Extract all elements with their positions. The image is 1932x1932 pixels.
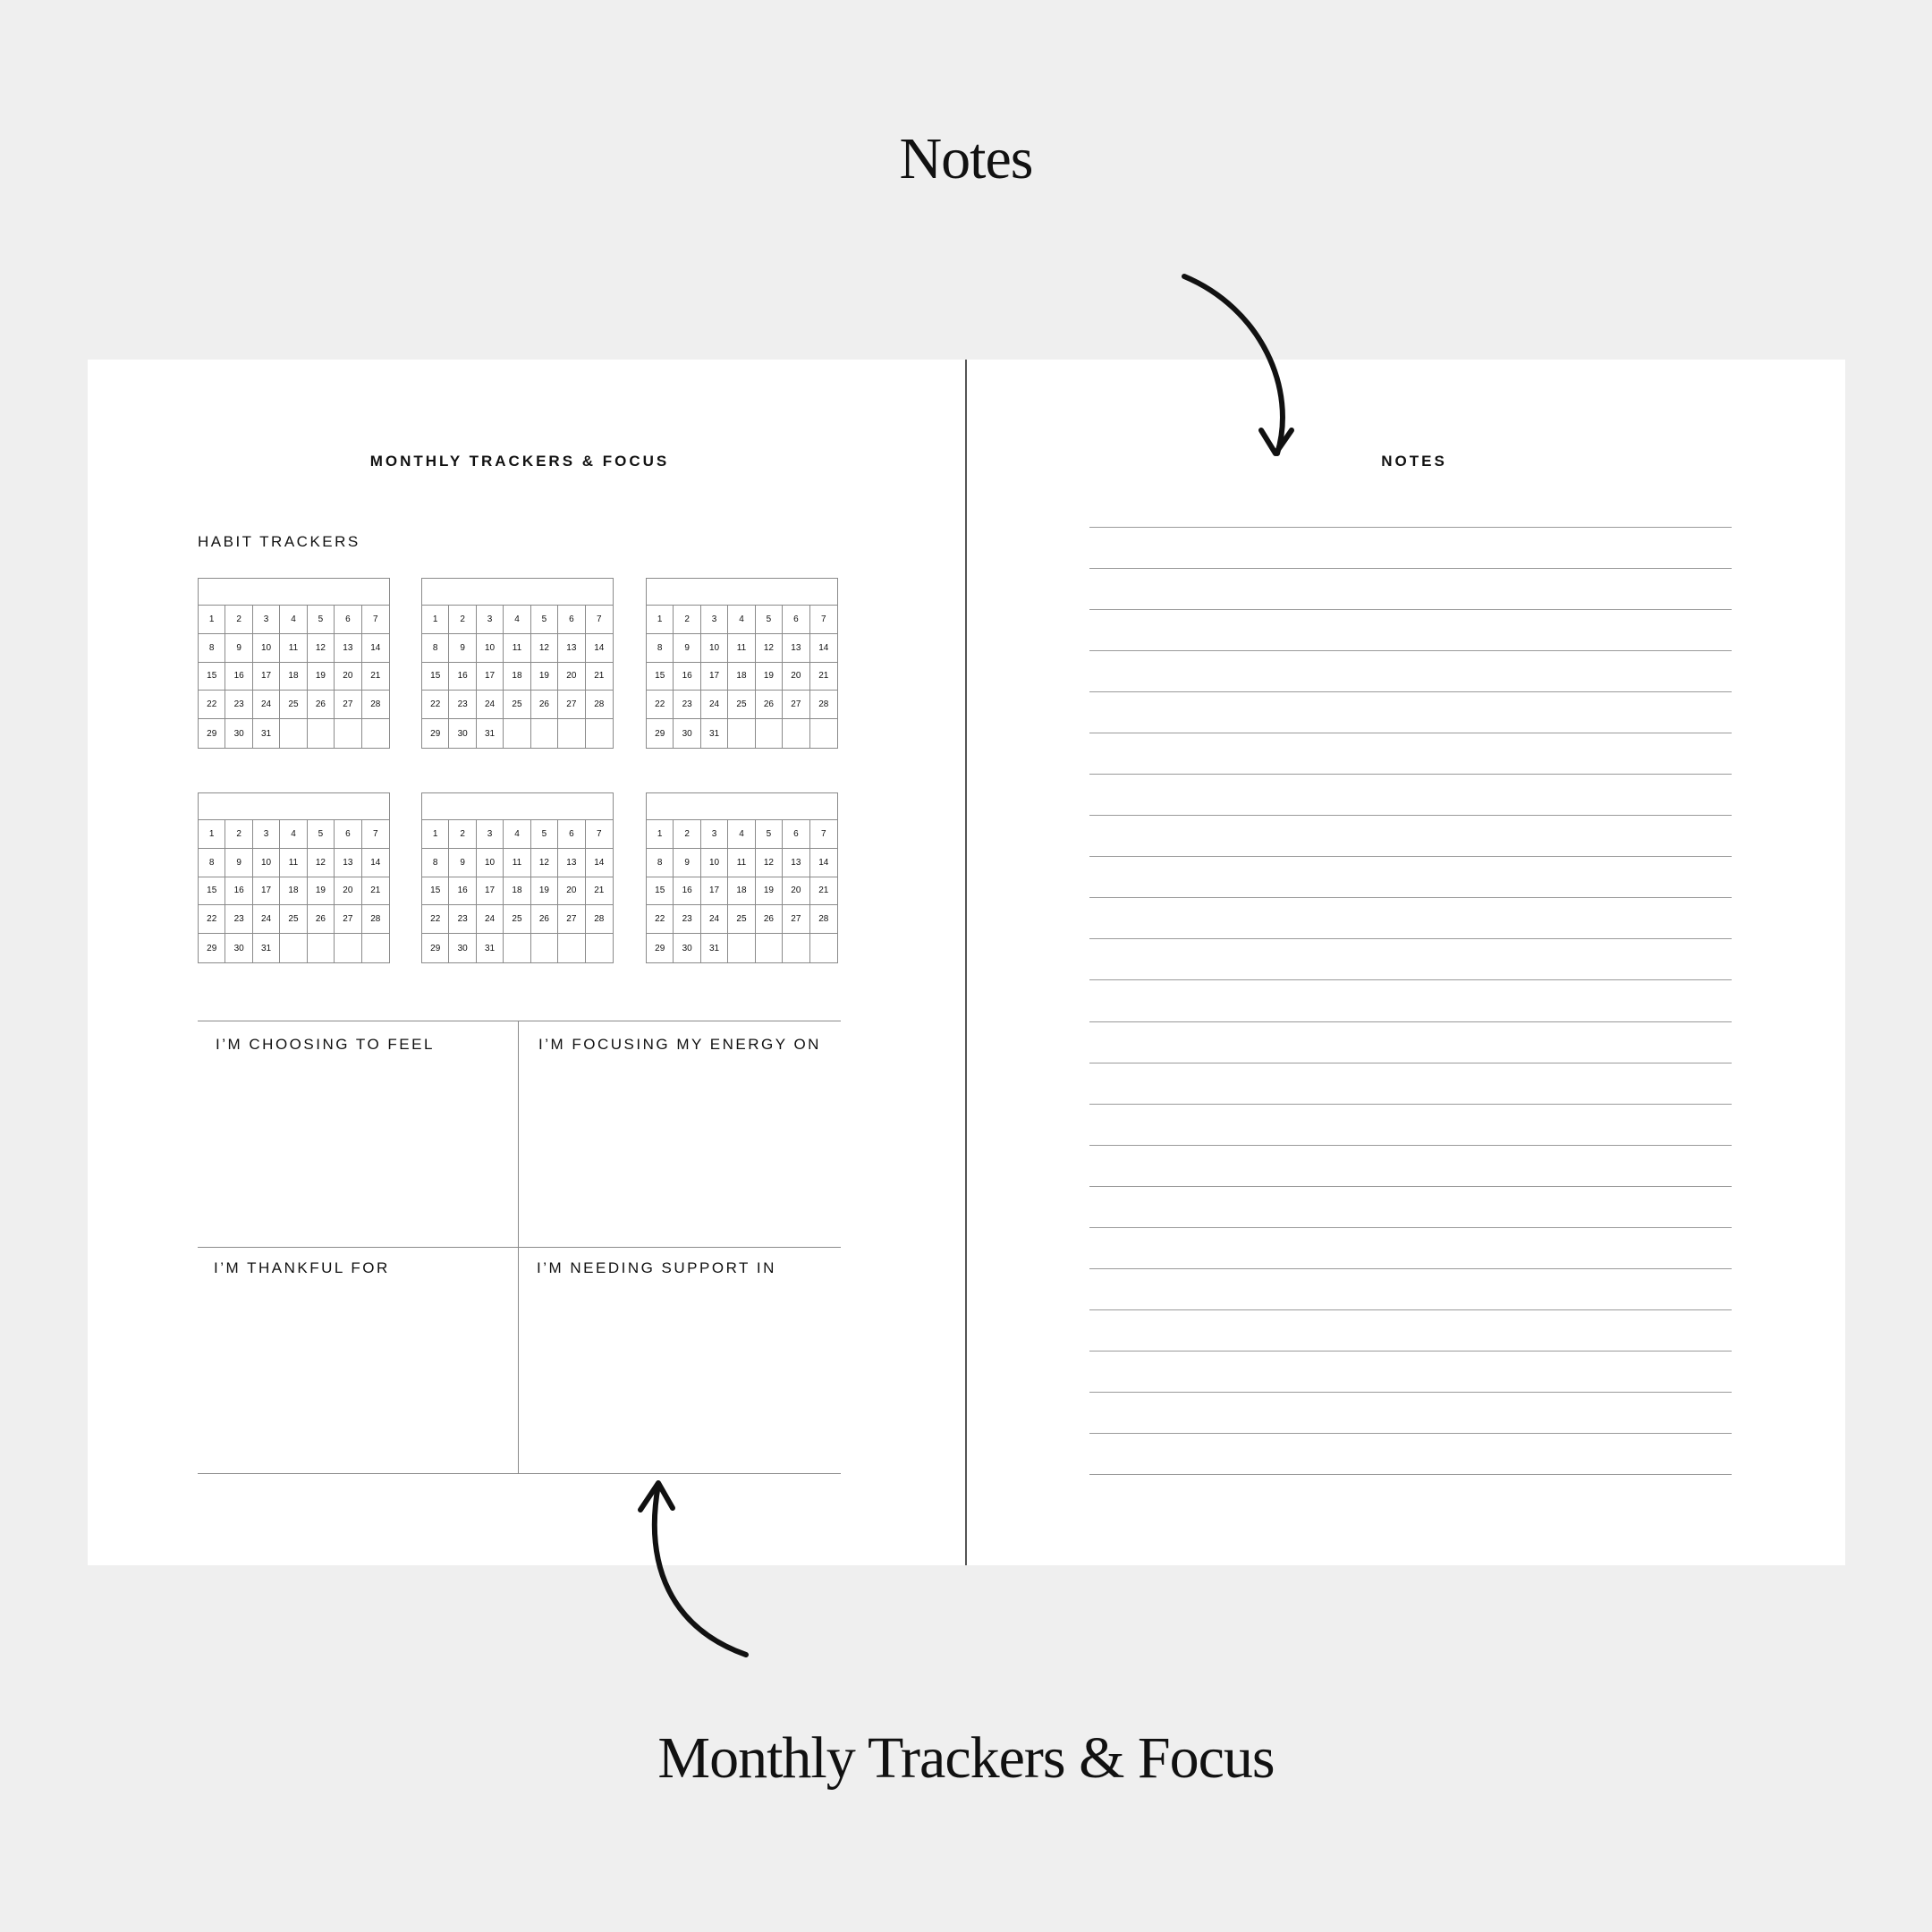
tracker-day-cell[interactable]: 29 xyxy=(422,934,449,962)
tracker-day-cell[interactable]: 17 xyxy=(477,877,504,906)
tracker-day-cell[interactable]: 28 xyxy=(586,905,613,934)
tracker-day-cell[interactable]: 11 xyxy=(504,634,530,663)
tracker-day-cell[interactable] xyxy=(586,719,613,748)
tracker-day-cell[interactable]: 13 xyxy=(558,849,585,877)
tracker-day-cell[interactable]: 24 xyxy=(701,905,728,934)
tracker-day-cell[interactable] xyxy=(558,719,585,748)
tracker-day-cell[interactable]: 11 xyxy=(504,849,530,877)
tracker-day-cell[interactable]: 5 xyxy=(756,606,783,634)
notes-line[interactable] xyxy=(1089,1268,1732,1269)
right-page-title: NOTES xyxy=(1381,453,1447,470)
focus-energy-label: I’M FOCUSING MY ENERGY ON xyxy=(538,1036,821,1053)
tracker-day-cell[interactable]: 7 xyxy=(810,820,837,849)
tracker-day-cell[interactable]: 21 xyxy=(362,877,389,906)
tracker-day-cell[interactable]: 16 xyxy=(674,663,700,691)
tracker-day-cell[interactable]: 12 xyxy=(756,849,783,877)
tracker-day-cell[interactable]: 25 xyxy=(280,905,307,934)
tracker-day-cell[interactable]: 12 xyxy=(756,634,783,663)
tracker-day-cell[interactable]: 9 xyxy=(674,849,700,877)
tracker-day-cell[interactable] xyxy=(504,719,530,748)
tracker-day-cell[interactable]: 17 xyxy=(701,877,728,906)
tracker-day-cell[interactable] xyxy=(783,719,809,748)
focus-support-label: I’M NEEDING SUPPORT IN xyxy=(537,1259,776,1276)
tracker-day-cell[interactable]: 30 xyxy=(674,934,700,962)
caption-notes: Notes xyxy=(899,126,1033,191)
tracker-day-cell[interactable] xyxy=(558,934,585,962)
tracker-day-cell[interactable]: 22 xyxy=(422,905,449,934)
habit-tracker-1 xyxy=(198,578,390,749)
tracker-day-cell[interactable]: 25 xyxy=(504,905,530,934)
tracker-day-cell[interactable]: 2 xyxy=(449,820,476,849)
planner-spread xyxy=(88,360,1845,1565)
notes-line[interactable] xyxy=(1089,1351,1732,1352)
notes-line[interactable] xyxy=(1089,1104,1732,1105)
tracker-day-cell[interactable]: 16 xyxy=(449,877,476,906)
notes-line[interactable] xyxy=(1089,1433,1732,1434)
tracker-day-grid xyxy=(199,606,389,748)
tracker-day-cell[interactable]: 18 xyxy=(280,663,307,691)
tracker-day-cell[interactable]: 25 xyxy=(504,691,530,719)
notes-line[interactable] xyxy=(1089,897,1732,898)
tracker-day-cell[interactable]: 24 xyxy=(477,691,504,719)
tracker-day-cell[interactable]: 26 xyxy=(756,905,783,934)
tracker-day-cell[interactable]: 8 xyxy=(199,849,225,877)
tracker-day-cell[interactable]: 17 xyxy=(701,663,728,691)
tracker-day-cell[interactable]: 18 xyxy=(280,877,307,906)
tracker-day-cell[interactable]: 5 xyxy=(531,606,558,634)
tracker-day-cell[interactable]: 27 xyxy=(783,905,809,934)
tracker-day-cell[interactable]: 18 xyxy=(728,877,755,906)
tracker-day-cell[interactable]: 3 xyxy=(253,820,280,849)
tracker-day-cell[interactable]: 16 xyxy=(449,663,476,691)
tracker-name-field[interactable] xyxy=(422,793,613,820)
tracker-day-cell[interactable]: 20 xyxy=(783,877,809,906)
tracker-day-cell[interactable] xyxy=(810,719,837,748)
tracker-day-cell[interactable]: 2 xyxy=(674,606,700,634)
tracker-day-cell[interactable]: 21 xyxy=(362,663,389,691)
tracker-day-cell[interactable] xyxy=(280,719,307,748)
tracker-day-cell[interactable]: 29 xyxy=(199,719,225,748)
spine-divider xyxy=(965,360,967,1565)
habit-tracker-4 xyxy=(198,792,390,963)
tracker-day-cell[interactable]: 17 xyxy=(253,877,280,906)
tracker-day-cell[interactable]: 14 xyxy=(586,634,613,663)
tracker-day-cell[interactable]: 31 xyxy=(253,719,280,748)
tracker-day-cell[interactable]: 26 xyxy=(531,691,558,719)
tracker-day-cell[interactable]: 19 xyxy=(531,877,558,906)
tracker-day-cell[interactable]: 27 xyxy=(558,691,585,719)
tracker-day-cell[interactable]: 19 xyxy=(756,663,783,691)
tracker-day-cell[interactable]: 7 xyxy=(586,820,613,849)
tracker-day-cell[interactable] xyxy=(504,934,530,962)
tracker-day-cell[interactable]: 1 xyxy=(199,820,225,849)
notes-line[interactable] xyxy=(1089,815,1732,816)
tracker-day-cell[interactable]: 29 xyxy=(199,934,225,962)
tracker-day-cell[interactable]: 23 xyxy=(449,905,476,934)
tracker-day-cell[interactable]: 18 xyxy=(504,877,530,906)
tracker-day-grid xyxy=(422,820,613,962)
tracker-day-cell[interactable]: 10 xyxy=(477,634,504,663)
focus-horizontal-divider xyxy=(198,1247,841,1248)
tracker-day-cell[interactable]: 21 xyxy=(586,663,613,691)
tracker-day-cell[interactable]: 9 xyxy=(225,849,252,877)
arrow-down-icon xyxy=(1163,264,1306,470)
notes-line[interactable] xyxy=(1089,774,1732,775)
tracker-day-cell[interactable]: 20 xyxy=(558,877,585,906)
notes-line[interactable] xyxy=(1089,1227,1732,1228)
habit-trackers-heading: HABIT TRACKERS xyxy=(198,533,360,550)
tracker-day-cell[interactable]: 7 xyxy=(810,606,837,634)
tracker-day-cell[interactable] xyxy=(308,719,335,748)
tracker-day-cell[interactable]: 7 xyxy=(586,606,613,634)
notes-line[interactable] xyxy=(1089,1474,1732,1475)
tracker-day-cell[interactable]: 9 xyxy=(225,634,252,663)
tracker-day-cell[interactable]: 27 xyxy=(783,691,809,719)
tracker-day-cell[interactable]: 14 xyxy=(810,634,837,663)
tracker-day-cell[interactable]: 6 xyxy=(335,820,361,849)
habit-tracker-5 xyxy=(421,792,614,963)
tracker-day-cell[interactable]: 7 xyxy=(362,606,389,634)
tracker-day-cell[interactable]: 15 xyxy=(422,877,449,906)
tracker-day-cell[interactable]: 19 xyxy=(308,663,335,691)
tracker-day-cell[interactable]: 30 xyxy=(225,719,252,748)
tracker-day-cell[interactable]: 25 xyxy=(728,691,755,719)
habit-tracker-6 xyxy=(646,792,838,963)
notes-line[interactable] xyxy=(1089,979,1732,980)
tracker-day-cell[interactable]: 31 xyxy=(477,934,504,962)
tracker-day-cell[interactable]: 30 xyxy=(449,719,476,748)
tracker-day-cell[interactable]: 14 xyxy=(810,849,837,877)
tracker-day-cell[interactable]: 13 xyxy=(783,849,809,877)
tracker-day-cell[interactable]: 28 xyxy=(362,691,389,719)
tracker-day-cell[interactable]: 3 xyxy=(477,820,504,849)
tracker-day-cell[interactable]: 14 xyxy=(586,849,613,877)
tracker-day-cell[interactable]: 3 xyxy=(253,606,280,634)
tracker-day-cell[interactable] xyxy=(335,934,361,962)
tracker-day-cell[interactable]: 23 xyxy=(674,691,700,719)
tracker-day-cell[interactable]: 10 xyxy=(477,849,504,877)
tracker-day-cell[interactable]: 4 xyxy=(280,606,307,634)
tracker-day-cell[interactable]: 22 xyxy=(199,905,225,934)
tracker-day-grid xyxy=(422,606,613,748)
tracker-day-cell[interactable]: 25 xyxy=(280,691,307,719)
tracker-day-cell[interactable]: 22 xyxy=(647,691,674,719)
left-page-title: MONTHLY TRACKERS & FOCUS xyxy=(369,453,670,470)
tracker-day-cell[interactable]: 9 xyxy=(449,849,476,877)
tracker-day-cell[interactable]: 25 xyxy=(728,905,755,934)
tracker-day-cell[interactable]: 23 xyxy=(449,691,476,719)
tracker-day-cell[interactable]: 21 xyxy=(810,663,837,691)
tracker-day-cell[interactable]: 2 xyxy=(225,606,252,634)
tracker-day-cell[interactable]: 17 xyxy=(253,663,280,691)
tracker-day-cell[interactable]: 13 xyxy=(335,849,361,877)
tracker-day-cell[interactable]: 29 xyxy=(422,719,449,748)
notes-line[interactable] xyxy=(1089,691,1732,692)
tracker-day-cell[interactable] xyxy=(531,719,558,748)
tracker-name-field[interactable] xyxy=(422,579,613,606)
notes-line[interactable] xyxy=(1089,1186,1732,1187)
tracker-day-cell[interactable]: 8 xyxy=(199,634,225,663)
tracker-day-cell[interactable]: 26 xyxy=(308,691,335,719)
notes-line[interactable] xyxy=(1089,938,1732,939)
focus-thankful-label: I’M THANKFUL FOR xyxy=(214,1259,390,1276)
tracker-day-cell[interactable]: 4 xyxy=(504,606,530,634)
tracker-day-cell[interactable]: 8 xyxy=(647,849,674,877)
tracker-day-cell[interactable]: 8 xyxy=(422,849,449,877)
tracker-day-cell[interactable]: 16 xyxy=(225,877,252,906)
tracker-day-cell[interactable]: 17 xyxy=(477,663,504,691)
tracker-day-cell[interactable]: 6 xyxy=(335,606,361,634)
tracker-day-cell[interactable]: 16 xyxy=(674,877,700,906)
focus-feel-label: I’M CHOOSING TO FEEL xyxy=(216,1036,435,1053)
tracker-day-cell[interactable]: 12 xyxy=(531,634,558,663)
tracker-day-cell[interactable]: 9 xyxy=(449,634,476,663)
tracker-day-cell[interactable]: 12 xyxy=(531,849,558,877)
tracker-day-cell[interactable]: 22 xyxy=(199,691,225,719)
tracker-day-cell[interactable]: 24 xyxy=(253,691,280,719)
tracker-day-cell[interactable]: 30 xyxy=(674,719,700,748)
tracker-day-cell[interactable]: 11 xyxy=(280,849,307,877)
tracker-day-cell[interactable]: 5 xyxy=(531,820,558,849)
tracker-day-cell[interactable]: 20 xyxy=(558,663,585,691)
notes-line[interactable] xyxy=(1089,527,1732,528)
tracker-day-cell[interactable]: 13 xyxy=(335,634,361,663)
tracker-day-cell[interactable] xyxy=(783,934,809,962)
tracker-day-cell[interactable]: 6 xyxy=(558,606,585,634)
tracker-day-cell[interactable]: 28 xyxy=(810,905,837,934)
tracker-day-cell[interactable]: 29 xyxy=(647,934,674,962)
tracker-day-cell[interactable]: 11 xyxy=(728,634,755,663)
tracker-day-grid xyxy=(647,820,837,962)
tracker-name-field[interactable] xyxy=(199,793,389,820)
tracker-day-cell[interactable] xyxy=(308,934,335,962)
notes-line[interactable] xyxy=(1089,1392,1732,1393)
tracker-day-cell[interactable]: 14 xyxy=(362,849,389,877)
tracker-day-cell[interactable]: 1 xyxy=(422,606,449,634)
tracker-day-cell[interactable]: 10 xyxy=(701,849,728,877)
tracker-day-cell[interactable]: 15 xyxy=(422,663,449,691)
tracker-day-cell[interactable]: 31 xyxy=(253,934,280,962)
tracker-day-cell[interactable]: 23 xyxy=(225,691,252,719)
tracker-day-grid xyxy=(647,606,837,748)
tracker-day-cell[interactable]: 6 xyxy=(783,606,809,634)
tracker-day-cell[interactable]: 8 xyxy=(422,634,449,663)
tracker-day-cell[interactable]: 27 xyxy=(558,905,585,934)
tracker-day-cell[interactable]: 30 xyxy=(225,934,252,962)
tracker-day-cell[interactable]: 3 xyxy=(477,606,504,634)
notes-line[interactable] xyxy=(1089,1021,1732,1022)
tracker-day-cell[interactable]: 12 xyxy=(308,849,335,877)
tracker-day-cell[interactable] xyxy=(728,934,755,962)
tracker-day-cell[interactable]: 31 xyxy=(477,719,504,748)
tracker-day-cell[interactable]: 10 xyxy=(253,849,280,877)
tracker-day-grid xyxy=(199,820,389,962)
focus-grid xyxy=(198,1021,841,1474)
tracker-day-cell[interactable]: 15 xyxy=(647,877,674,906)
tracker-name-field[interactable] xyxy=(647,579,837,606)
tracker-day-cell[interactable]: 20 xyxy=(783,663,809,691)
tracker-day-cell[interactable]: 4 xyxy=(728,820,755,849)
tracker-day-cell[interactable]: 13 xyxy=(783,634,809,663)
notes-ruled-lines xyxy=(1089,527,1732,1475)
tracker-day-cell[interactable]: 22 xyxy=(647,905,674,934)
tracker-name-field[interactable] xyxy=(199,579,389,606)
tracker-day-cell[interactable]: 31 xyxy=(701,934,728,962)
tracker-name-field[interactable] xyxy=(647,793,837,820)
tracker-day-cell[interactable]: 19 xyxy=(756,877,783,906)
tracker-day-cell[interactable]: 28 xyxy=(810,691,837,719)
tracker-day-cell[interactable]: 26 xyxy=(531,905,558,934)
tracker-day-cell[interactable]: 21 xyxy=(810,877,837,906)
tracker-day-cell[interactable]: 11 xyxy=(280,634,307,663)
tracker-day-cell[interactable]: 26 xyxy=(308,905,335,934)
tracker-day-cell[interactable] xyxy=(810,934,837,962)
tracker-day-cell[interactable]: 20 xyxy=(335,663,361,691)
tracker-day-cell[interactable]: 4 xyxy=(504,820,530,849)
notes-line[interactable] xyxy=(1089,609,1732,610)
tracker-day-cell[interactable]: 19 xyxy=(308,877,335,906)
habit-tracker-2 xyxy=(421,578,614,749)
tracker-day-cell[interactable]: 3 xyxy=(701,606,728,634)
tracker-day-cell[interactable]: 12 xyxy=(308,634,335,663)
tracker-day-cell[interactable]: 21 xyxy=(586,877,613,906)
tracker-day-cell[interactable]: 6 xyxy=(558,820,585,849)
tracker-day-cell[interactable]: 24 xyxy=(701,691,728,719)
notes-line[interactable] xyxy=(1089,568,1732,569)
tracker-day-cell[interactable]: 1 xyxy=(199,606,225,634)
tracker-day-cell[interactable]: 15 xyxy=(199,663,225,691)
tracker-day-cell[interactable]: 31 xyxy=(701,719,728,748)
tracker-day-cell[interactable]: 14 xyxy=(362,634,389,663)
tracker-day-cell[interactable]: 24 xyxy=(477,905,504,934)
tracker-day-cell[interactable]: 7 xyxy=(362,820,389,849)
tracker-day-cell[interactable]: 2 xyxy=(449,606,476,634)
tracker-day-cell[interactable] xyxy=(335,719,361,748)
notes-line[interactable] xyxy=(1089,650,1732,651)
tracker-day-cell[interactable] xyxy=(362,719,389,748)
tracker-day-cell[interactable] xyxy=(280,934,307,962)
tracker-day-cell[interactable]: 28 xyxy=(586,691,613,719)
habit-tracker-3 xyxy=(646,578,838,749)
notes-line[interactable] xyxy=(1089,1145,1732,1146)
tracker-day-cell[interactable]: 15 xyxy=(647,663,674,691)
tracker-day-cell[interactable]: 26 xyxy=(756,691,783,719)
caption-monthly-trackers: Monthly Trackers & Focus xyxy=(657,1725,1275,1791)
tracker-day-cell[interactable]: 19 xyxy=(531,663,558,691)
tracker-day-cell[interactable]: 22 xyxy=(422,691,449,719)
tracker-day-cell[interactable]: 16 xyxy=(225,663,252,691)
tracker-day-cell[interactable]: 3 xyxy=(701,820,728,849)
tracker-day-cell[interactable]: 10 xyxy=(701,634,728,663)
tracker-day-cell[interactable]: 30 xyxy=(449,934,476,962)
tracker-day-cell[interactable]: 20 xyxy=(335,877,361,906)
tracker-day-cell[interactable] xyxy=(362,934,389,962)
tracker-day-cell[interactable]: 15 xyxy=(199,877,225,906)
tracker-day-cell[interactable]: 6 xyxy=(783,820,809,849)
tracker-day-cell[interactable]: 2 xyxy=(225,820,252,849)
tracker-day-cell[interactable]: 18 xyxy=(504,663,530,691)
tracker-day-cell[interactable] xyxy=(756,719,783,748)
tracker-day-cell[interactable]: 1 xyxy=(647,606,674,634)
tracker-day-cell[interactable]: 27 xyxy=(335,691,361,719)
tracker-day-cell[interactable] xyxy=(728,719,755,748)
tracker-day-cell[interactable]: 24 xyxy=(253,905,280,934)
tracker-day-cell[interactable]: 1 xyxy=(422,820,449,849)
tracker-day-cell[interactable]: 23 xyxy=(225,905,252,934)
tracker-day-cell[interactable]: 11 xyxy=(728,849,755,877)
tracker-day-cell[interactable]: 27 xyxy=(335,905,361,934)
tracker-day-cell[interactable]: 4 xyxy=(280,820,307,849)
tracker-day-cell[interactable]: 5 xyxy=(756,820,783,849)
tracker-day-cell[interactable]: 2 xyxy=(674,820,700,849)
tracker-day-cell[interactable]: 23 xyxy=(674,905,700,934)
tracker-day-cell[interactable]: 18 xyxy=(728,663,755,691)
tracker-day-cell[interactable]: 5 xyxy=(308,606,335,634)
tracker-day-cell[interactable] xyxy=(756,934,783,962)
tracker-day-cell[interactable]: 5 xyxy=(308,820,335,849)
tracker-day-cell[interactable]: 1 xyxy=(647,820,674,849)
tracker-day-cell[interactable] xyxy=(531,934,558,962)
tracker-day-cell[interactable]: 28 xyxy=(362,905,389,934)
tracker-day-cell[interactable]: 4 xyxy=(728,606,755,634)
tracker-day-cell[interactable] xyxy=(586,934,613,962)
tracker-day-cell[interactable]: 9 xyxy=(674,634,700,663)
notes-line[interactable] xyxy=(1089,1309,1732,1310)
tracker-day-cell[interactable]: 10 xyxy=(253,634,280,663)
tracker-day-cell[interactable]: 29 xyxy=(647,719,674,748)
arrow-up-icon xyxy=(626,1467,769,1673)
tracker-day-cell[interactable]: 13 xyxy=(558,634,585,663)
tracker-day-cell[interactable]: 8 xyxy=(647,634,674,663)
notes-line[interactable] xyxy=(1089,856,1732,857)
